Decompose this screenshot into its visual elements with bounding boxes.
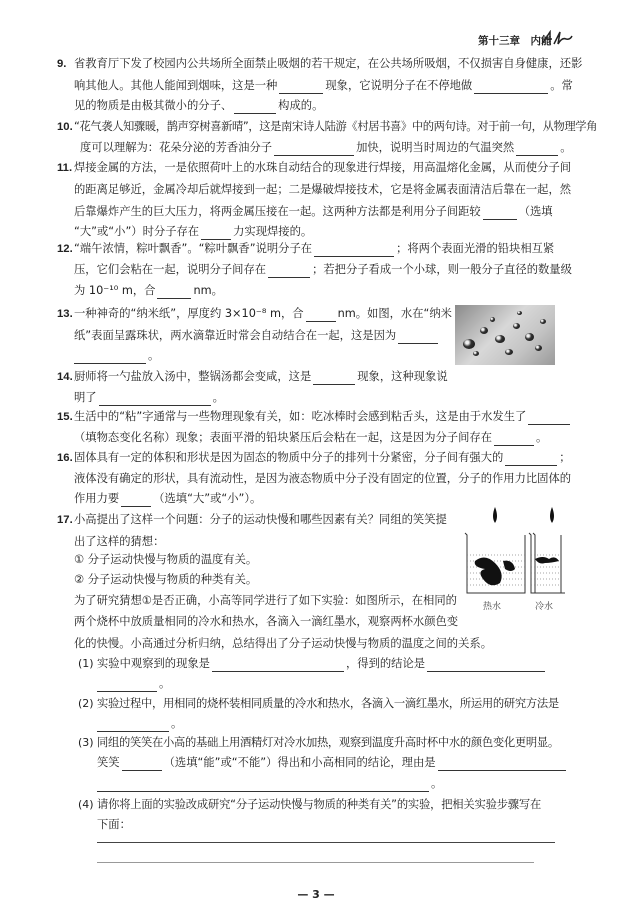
hypothesis-1: ① 分子运动快慢与物质的温度有关。 bbox=[74, 553, 258, 566]
q11-text: 焊接金属的方法，一是依照荷叶上的水珠自动结合的现象进行焊接，用高温熔化金属，从而使分子间 bbox=[74, 161, 572, 174]
chapter-header: 第十三章 内能 bbox=[478, 35, 552, 47]
q12-text: 为 10⁻¹⁰ m，合 bbox=[74, 284, 156, 297]
hypothesis-2: ② 分子运动快慢与物质的种类有关。 bbox=[74, 573, 258, 586]
q17-text: 两个烧杯中放质量相同的冷水和热水，各滴入一滴红墨水，观察两杯水颜色变 bbox=[74, 615, 459, 628]
q13-text: nm。如图，水在“纳米 bbox=[337, 307, 452, 320]
question-number: 14. bbox=[57, 371, 73, 383]
q14-text: 厨师将一勺盐放入汤中，整锅汤都会变咸，这是 bbox=[74, 370, 312, 383]
part-label: (3) bbox=[78, 736, 94, 749]
q10-text: “花气袭人知骤暖，鹊声穿树喜新晴”，这是南宋诗人陆游《村居书喜》中的两句诗。对于前一句，从物理学角 bbox=[74, 120, 598, 133]
q11-text: 后靠爆炸产生的巨大压力，将两金属压接在一起。这两种方法都是利用分子间距较 bbox=[74, 205, 481, 218]
answer-blank[interactable] bbox=[427, 658, 545, 672]
q17-p3-text: 笑笑 bbox=[97, 756, 120, 769]
answer-blank[interactable] bbox=[528, 411, 570, 425]
q10-text: 加快，说明当时周边的气温突然 bbox=[356, 141, 515, 154]
nano-paper-photo bbox=[455, 305, 555, 365]
q12-text: nm。 bbox=[193, 284, 223, 297]
beaker-experiment-figure bbox=[455, 503, 565, 613]
q12-text: 压，它们会粘在一起，说明分子间存在 bbox=[74, 263, 267, 276]
logo-icon bbox=[540, 30, 574, 46]
part-label: (1) bbox=[78, 657, 94, 670]
q11-text: （选填 bbox=[518, 205, 553, 218]
answer-blank[interactable] bbox=[398, 330, 438, 344]
answer-blank[interactable] bbox=[279, 80, 323, 94]
q9-text: 现象，它说明分子在不停地做 bbox=[325, 79, 473, 92]
question-number: 9. bbox=[57, 58, 67, 70]
answer-blank[interactable] bbox=[212, 658, 344, 672]
question-number: 16. bbox=[57, 452, 73, 464]
q11-text: 的距离足够近，金属冷却后就焊接到一起；二是爆破焊接技术，它是将金属表面清洁后靠在一起，然 bbox=[74, 183, 572, 196]
q13-text: 纸”表面呈露珠状，两水滴靠近时常会自动结合在一起，这是因为 bbox=[74, 329, 397, 342]
cold-beaker bbox=[455, 503, 565, 598]
q14-text: 明了 bbox=[74, 391, 97, 404]
question-number: 10. bbox=[57, 121, 73, 133]
answer-blank[interactable] bbox=[74, 350, 146, 364]
page-number: — 3 — bbox=[297, 888, 335, 901]
q13-text: 。 bbox=[148, 349, 160, 362]
answer-blank[interactable] bbox=[97, 778, 429, 792]
q17-p3-text: 同组的笑笑在小高的基础上用酒精灯对冷水加热，观察到温度升高时杯中水的颜色变化更明显。 bbox=[97, 736, 559, 749]
q17-text: 出了这样的猜想： bbox=[74, 535, 165, 548]
answer-blank[interactable] bbox=[121, 493, 151, 507]
q17-p4-text: 下面： bbox=[97, 818, 131, 831]
q17-p1-text: 。 bbox=[159, 677, 171, 690]
q9-text: 响其他人。其他人能闻到烟味，这是一种 bbox=[74, 79, 278, 92]
q17-text: 化的快慢。小高通过分析归纳，总结得出了分子运动快慢与物质的温度之间的关系。 bbox=[74, 637, 492, 650]
answer-blank[interactable] bbox=[438, 757, 566, 771]
q11-text: 力实现焊接的。 bbox=[233, 225, 313, 238]
q9-text: 。常 bbox=[550, 79, 573, 92]
answer-line[interactable] bbox=[97, 862, 534, 863]
question-number: 13. bbox=[57, 308, 73, 320]
q14-text: 现象，这种现象说 bbox=[357, 370, 448, 383]
q17-text: 小高提出了这样一个问题：分子的运动快慢和哪些因素有关？同组的笑笑提 bbox=[74, 513, 447, 526]
answer-blank[interactable] bbox=[97, 718, 169, 732]
question-number: 15. bbox=[57, 411, 73, 423]
q17-p3-text: 。 bbox=[431, 777, 443, 790]
q12-text: ；将两个表面光滑的铅块相互紧 bbox=[396, 242, 555, 255]
q16-text: （选填“大”或“小”）。 bbox=[153, 492, 262, 505]
q11-text: “大”或“小”）时分子存在 bbox=[74, 225, 200, 238]
answer-blank[interactable] bbox=[306, 308, 336, 322]
q17-p2-text: 实验过程中，用相同的烧杯装相同质量的冷水和热水，各滴入一滴红墨水，所运用的研究方法是 bbox=[97, 697, 559, 710]
q17-p1-text: 实验中观察到的现象是 bbox=[97, 657, 210, 670]
answer-blank[interactable] bbox=[313, 371, 355, 385]
q17-p1-text: ，得到的结论是 bbox=[345, 657, 426, 670]
answer-blank[interactable] bbox=[97, 678, 157, 692]
answer-blank[interactable] bbox=[314, 243, 394, 257]
answer-blank[interactable] bbox=[474, 80, 548, 94]
answer-blank[interactable] bbox=[274, 142, 354, 156]
q17-p3-text: （选填“能”或“不能”）得出和小高相同的结论，理由是 bbox=[163, 756, 436, 769]
part-label: (4) bbox=[78, 798, 94, 811]
hot-water-label: 热水 bbox=[483, 602, 502, 612]
answer-blank[interactable] bbox=[157, 285, 191, 299]
part-label: (2) bbox=[78, 697, 94, 710]
q16-text: ； bbox=[559, 451, 571, 464]
q12-text: “端午浓情，粽叶飘香”。“粽叶飘香”说明分子在 bbox=[74, 242, 313, 255]
q9-text: 省教育厅下发了校园内公共场所全面禁止吸烟的若干规定，在公共场所吸烟，不仅损害自身健康，还影 bbox=[74, 57, 583, 70]
q16-text: 液体没有确定的形状，具有流动性，是因为液态物质中分子没有固定的位置，分子的作用力比固体的 bbox=[74, 472, 572, 485]
q17-p2-text: 。 bbox=[171, 717, 183, 730]
answer-blank[interactable] bbox=[494, 432, 534, 446]
answer-blank[interactable] bbox=[483, 206, 517, 220]
answer-blank[interactable] bbox=[234, 100, 276, 114]
q15-text: 。 bbox=[536, 431, 548, 444]
answer-blank[interactable] bbox=[201, 226, 231, 240]
q14-text: 。 bbox=[212, 391, 224, 404]
q15-text: 生活中的“粘”字通常与一些物理现象有关，如：吃冰棒时会感到粘舌头，这是由于水发生了 bbox=[74, 410, 527, 423]
cold-water-label: 冷水 bbox=[535, 602, 554, 612]
q9-text: 构成的。 bbox=[278, 99, 324, 112]
question-number: 11. bbox=[57, 162, 73, 174]
answer-blank[interactable] bbox=[122, 757, 162, 771]
answer-blank[interactable] bbox=[99, 392, 211, 406]
q17-text: 为了研究猜想①是否正确，小高等同学进行了如下实验：如图所示，在相同的 bbox=[74, 594, 457, 607]
answer-line[interactable] bbox=[97, 842, 555, 843]
q9-text: 见的物质是由极其微小的分子、 bbox=[74, 99, 233, 112]
q16-text: 固体具有一定的体积和形状是因为固态的物质中分子的排列十分紧密，分子间有强大的 bbox=[74, 451, 504, 464]
q10-text: 。 bbox=[560, 141, 572, 154]
question-number: 17. bbox=[57, 514, 73, 526]
q15-text: （填物态变化名称）现象；表面平滑的铅块紧压后会粘在一起，这是因为分子间存在 bbox=[74, 431, 492, 444]
q10-text: 度可以理解为：花朵分泌的芳香油分子 bbox=[80, 141, 273, 154]
q13-text: 一种神奇的“纳米纸”，厚度约 3×10⁻⁸ m，合 bbox=[74, 307, 304, 320]
question-number: 12. bbox=[57, 243, 73, 255]
q16-text: 作用力要 bbox=[74, 492, 120, 505]
answer-blank[interactable] bbox=[516, 142, 558, 156]
answer-blank[interactable] bbox=[268, 264, 310, 278]
q17-p4-text: 请你将上面的实验改成研究“分子运动快慢与物质的种类有关”的实验，把相关实验步骤写在 bbox=[97, 798, 542, 811]
q12-text: ；若把分子看成一个小球，则一般分子直径的数量级 bbox=[312, 263, 572, 276]
answer-blank[interactable] bbox=[505, 452, 557, 466]
